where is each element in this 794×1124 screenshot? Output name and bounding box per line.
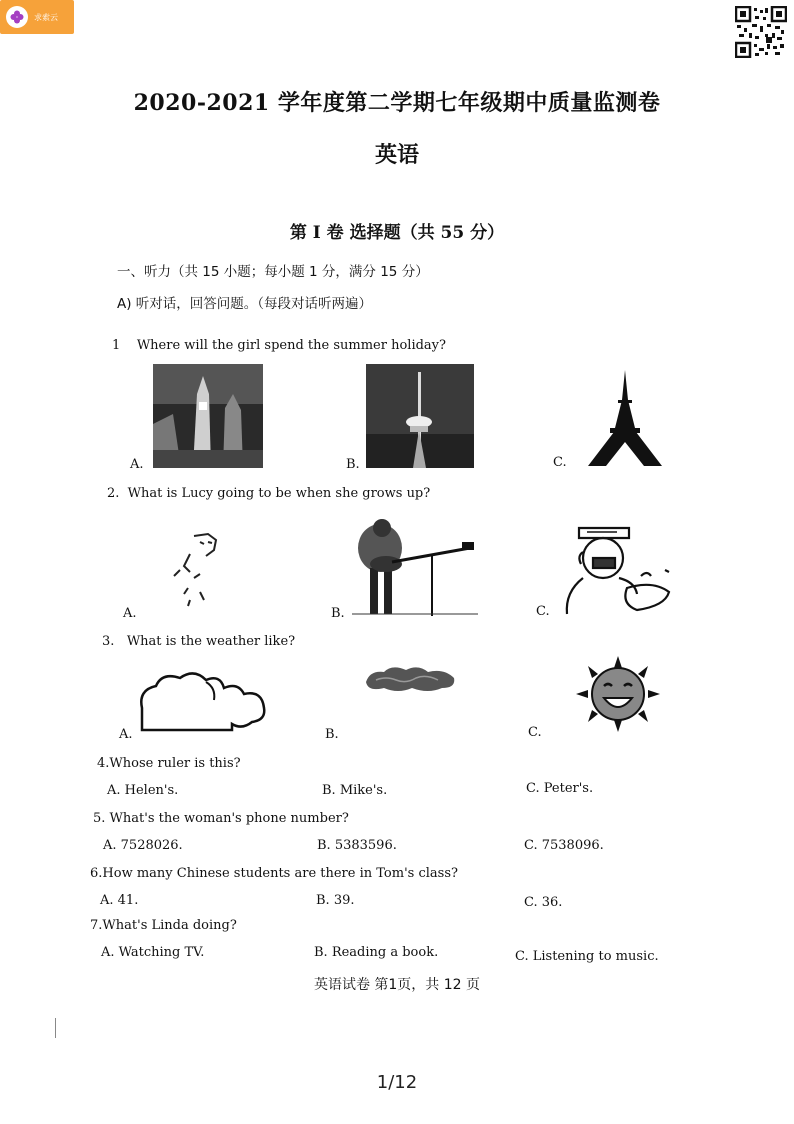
option-a: A. 41. [100, 893, 139, 908]
smog-cloud-icon [362, 664, 458, 698]
question-text: What is Lucy going to be when she grows up? [127, 486, 431, 501]
question-6 [90, 866, 458, 881]
option-label: C. [553, 455, 567, 470]
eiffel-tower-icon [588, 370, 662, 472]
option-a: A. Watching TV. [101, 945, 205, 960]
option-label: B. [325, 727, 339, 742]
option-a: A. 7528026. [103, 838, 183, 853]
question-4 [97, 756, 241, 771]
photo-cn-tower-icon [366, 364, 474, 472]
question-text: What's Linda doing? [102, 918, 237, 933]
option-c: C. 36. [524, 895, 563, 910]
brand-logo [0, 0, 74, 34]
option-label: C. [536, 604, 550, 619]
question-1 [112, 338, 446, 353]
photo-big-ben-icon [153, 364, 263, 472]
question-2 [107, 486, 430, 501]
logo-text: 求索云 [34, 12, 58, 22]
option-label: C. [528, 725, 542, 740]
part-title: 第 I 卷 选择题（共 55 分） [289, 223, 505, 243]
option-c: C. Listening to music. [515, 949, 659, 964]
question-number: 6. [90, 866, 103, 881]
exam-title: 2020-2021 学年度第二学期七年级期中质量监测卷 [133, 90, 661, 116]
question-number: 3. [102, 634, 115, 649]
question-5 [93, 811, 349, 826]
option-b: B. Mike's. [322, 783, 388, 798]
flower-icon [6, 6, 28, 28]
question-text: What is the weather like? [126, 634, 296, 649]
option-b: B. 5383596. [317, 838, 397, 853]
section-instructions: A) 听对话，回答问题。（每段对话听两遍） [117, 296, 373, 312]
option-label: B. [346, 457, 360, 472]
option-b: B. Reading a book. [314, 945, 439, 960]
cartoon-nurse-icon [557, 522, 675, 620]
option-label: B. [331, 606, 345, 621]
option-a: A. Helen's. [107, 783, 179, 798]
question-number: 5. [93, 811, 106, 826]
cloud-icon [134, 668, 268, 738]
page-footer: 英语试卷 第1页，共 12 页 [313, 977, 481, 993]
sketch-person-icon [160, 530, 226, 614]
option-label: A. [119, 727, 133, 742]
guitarist-icon [352, 518, 478, 622]
subject-title: 英语 [374, 142, 419, 168]
option-c: C. Peter's. [526, 781, 594, 796]
option-label: A. [123, 606, 137, 621]
qr-code-icon [735, 6, 787, 58]
section-heading: 一、听力（共 15 小题；每小题 1 分，满分 15 分） [117, 264, 429, 280]
question-text: Where will the girl spend the summer holiday? [136, 338, 446, 353]
question-text: What's the woman's phone number? [109, 811, 349, 826]
option-c: C. 7538096. [524, 838, 604, 853]
question-number: 1 [112, 338, 121, 353]
option-label: A. [130, 457, 144, 472]
sun-icon [576, 656, 660, 736]
question-number: 4. [97, 756, 110, 771]
question-text: How many Chinese students are there in Tom's class? [102, 866, 458, 881]
question-text: Whose ruler is this? [109, 756, 241, 771]
question-7 [90, 918, 237, 933]
question-number: 7. [90, 918, 103, 933]
question-3 [102, 634, 295, 649]
scan-edge-mark [55, 1018, 56, 1038]
page-indicator: 1/12 [376, 1072, 418, 1093]
option-b: B. 39. [316, 893, 355, 908]
question-number: 2. [107, 486, 120, 501]
